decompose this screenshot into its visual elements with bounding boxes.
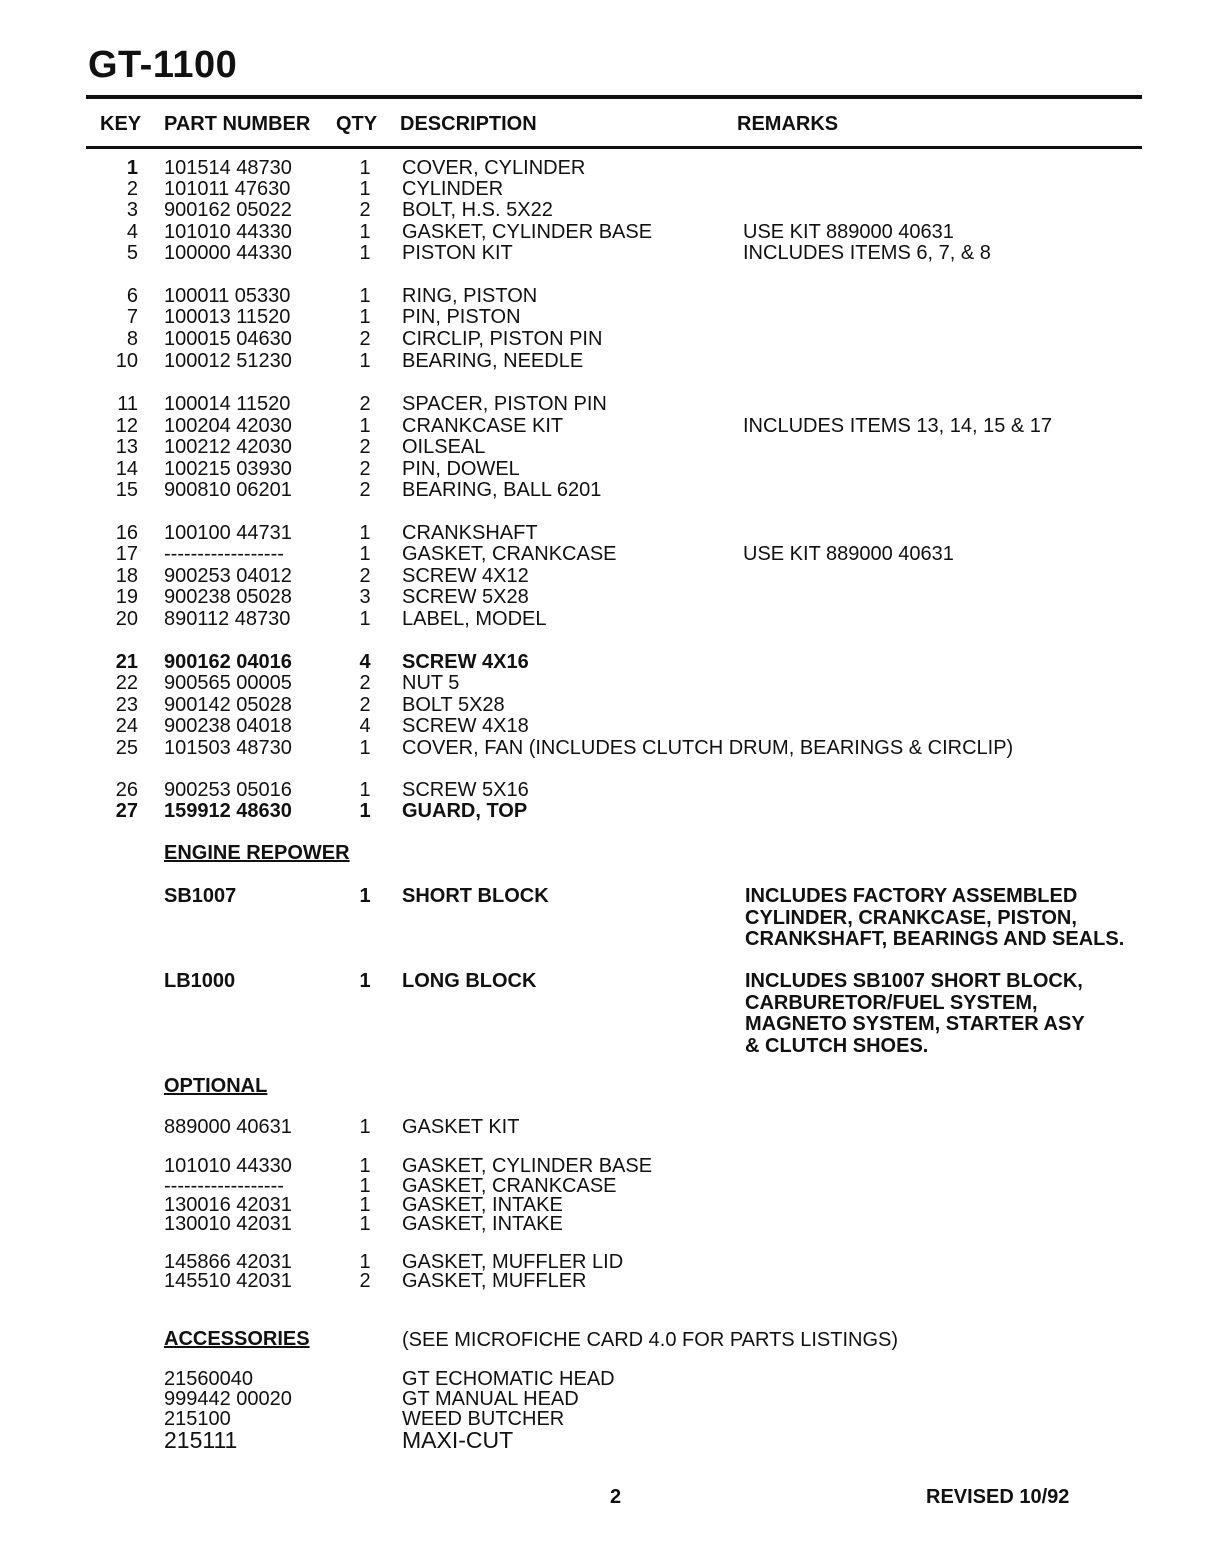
description: BEARING, NEEDLE bbox=[402, 350, 584, 372]
part-number: 900162 04016 bbox=[164, 651, 292, 673]
table-row bbox=[0, 715, 1221, 737]
description: GASKET, MUFFLER LID bbox=[402, 1251, 624, 1273]
qty: 4 bbox=[359, 715, 371, 737]
qty: 4 bbox=[359, 651, 371, 673]
description: WEED BUTCHER bbox=[402, 1408, 565, 1430]
part-number: 890112 48730 bbox=[164, 608, 291, 630]
part-number: 900810 06201 bbox=[164, 479, 292, 501]
part-number: ------------------ bbox=[164, 1175, 284, 1197]
qty: 1 bbox=[359, 800, 371, 822]
list-item bbox=[0, 1213, 1221, 1235]
table-row bbox=[0, 608, 1221, 630]
key-cell: 25 bbox=[115, 737, 138, 759]
part-number: 100012 51230 bbox=[164, 350, 292, 372]
qty: 1 bbox=[359, 1155, 371, 1177]
description: OILSEAL bbox=[402, 436, 486, 458]
key-cell: 18 bbox=[115, 565, 138, 587]
qty: 2 bbox=[359, 393, 371, 415]
part-number: 215111 bbox=[164, 1427, 238, 1453]
remark-line: CRANKSHAFT, BEARINGS AND SEALS. bbox=[745, 928, 1125, 950]
qty: 1 bbox=[359, 779, 371, 801]
table-row bbox=[0, 199, 1221, 221]
description: SPACER, PISTON PIN bbox=[402, 393, 607, 415]
part-number: 101010 44330 bbox=[164, 1155, 292, 1177]
part-number: 100212 42030 bbox=[164, 436, 292, 458]
part-number: 889000 40631 bbox=[164, 1116, 292, 1138]
engine-repower-heading: ENGINE REPOWER bbox=[164, 842, 350, 864]
part-number: 159912 48630 bbox=[164, 800, 292, 822]
description: CRANKSHAFT bbox=[402, 522, 538, 544]
key-cell: 6 bbox=[126, 285, 138, 307]
part-number: 900253 04012 bbox=[164, 565, 292, 587]
part-number: 101503 48730 bbox=[164, 737, 292, 759]
description: NUT 5 bbox=[402, 672, 460, 694]
description: LONG BLOCK bbox=[402, 970, 537, 992]
qty: 1 bbox=[359, 885, 371, 907]
part-number: 900162 05022 bbox=[164, 199, 292, 221]
key-cell: 24 bbox=[115, 715, 138, 737]
qty: 1 bbox=[359, 415, 371, 437]
key-cell: 17 bbox=[115, 543, 138, 565]
part-number: 999442 00020 bbox=[164, 1388, 292, 1410]
sb1007-remarks bbox=[745, 886, 1124, 951]
page-number: 2 bbox=[610, 1486, 622, 1508]
qty: 1 bbox=[359, 1251, 371, 1273]
qty: 2 bbox=[359, 328, 371, 350]
description: COVER, CYLINDER bbox=[402, 157, 586, 179]
key-cell: 5 bbox=[126, 242, 138, 264]
qty: 1 bbox=[359, 543, 371, 565]
part-number: 215100 bbox=[164, 1408, 231, 1430]
description: GASKET, CYLINDER BASE bbox=[402, 1155, 653, 1177]
page-title: GT-1100 bbox=[88, 44, 238, 86]
header-qty: QTY bbox=[336, 113, 378, 135]
qty: 1 bbox=[359, 306, 371, 328]
part-number: 100014 11520 bbox=[164, 393, 291, 415]
description: CIRCLIP, PISTON PIN bbox=[402, 328, 603, 350]
table-row bbox=[0, 522, 1221, 544]
qty: 1 bbox=[359, 242, 371, 264]
part-number: 100204 42030 bbox=[164, 415, 292, 437]
remark-line: INCLUDES SB1007 SHORT BLOCK, bbox=[745, 970, 1083, 992]
qty: 2 bbox=[359, 436, 371, 458]
table-row bbox=[0, 672, 1221, 694]
description: SCREW 4X18 bbox=[402, 715, 529, 737]
part-number: 900565 00005 bbox=[164, 672, 292, 694]
key-cell: 8 bbox=[126, 328, 138, 350]
table-row bbox=[0, 306, 1221, 328]
part-number: 100015 04630 bbox=[164, 328, 292, 350]
accessories-heading: ACCESSORIES bbox=[164, 1328, 310, 1350]
part-number: 100000 44330 bbox=[164, 242, 292, 264]
table-row bbox=[0, 178, 1221, 200]
qty: 1 bbox=[359, 178, 371, 200]
key-cell: 26 bbox=[115, 779, 138, 801]
key-cell: 15 bbox=[115, 479, 138, 501]
description: SCREW 5X16 bbox=[402, 779, 529, 801]
qty: 3 bbox=[359, 586, 371, 608]
part-number: LB1000 bbox=[164, 970, 236, 992]
description: GUARD, TOP bbox=[402, 800, 528, 822]
key-cell: 20 bbox=[115, 608, 138, 630]
table-row bbox=[0, 350, 1221, 372]
part-number: 130016 42031 bbox=[164, 1194, 292, 1216]
table-row bbox=[0, 565, 1221, 587]
description: LABEL, MODEL bbox=[402, 608, 547, 630]
remark-line: CYLINDER, CRANKCASE, PISTON, bbox=[745, 906, 1077, 929]
header-description: DESCRIPTION bbox=[400, 113, 537, 135]
qty: 2 bbox=[359, 565, 371, 587]
table-row bbox=[0, 415, 1221, 437]
header-part-number: PART NUMBER bbox=[164, 113, 311, 135]
key-cell: 19 bbox=[115, 586, 138, 608]
key-cell: 12 bbox=[115, 415, 138, 437]
part-number: 145866 42031 bbox=[164, 1251, 292, 1273]
part-number: SB1007 bbox=[164, 885, 237, 907]
table-row bbox=[0, 586, 1221, 608]
description: GASKET, CRANKCASE bbox=[402, 543, 617, 565]
description: MAXI-CUT bbox=[402, 1427, 514, 1453]
table-row bbox=[0, 694, 1221, 716]
table-row bbox=[0, 651, 1221, 673]
part-number: 100013 11520 bbox=[164, 306, 291, 328]
lb1000-remarks bbox=[745, 971, 1085, 1057]
list-item bbox=[0, 1429, 1221, 1451]
part-number: 130010 42031 bbox=[164, 1213, 292, 1235]
part-number: 100011 05330 bbox=[164, 285, 291, 307]
list-item bbox=[0, 1270, 1221, 1292]
description: SCREW 4X16 bbox=[402, 651, 529, 673]
remarks: USE KIT 889000 40631 bbox=[743, 543, 954, 565]
table-row bbox=[0, 737, 1221, 759]
part-number: 145510 42031 bbox=[164, 1270, 292, 1292]
qty: 2 bbox=[359, 694, 371, 716]
description: GT MANUAL HEAD bbox=[402, 1388, 579, 1410]
header-rule bbox=[86, 146, 1142, 149]
qty: 1 bbox=[359, 737, 371, 759]
part-number: 900142 05028 bbox=[164, 694, 292, 716]
key-cell: 16 bbox=[115, 522, 138, 544]
remarks: INCLUDES ITEMS 13, 14, 15 & 17 bbox=[743, 415, 1053, 437]
list-item bbox=[0, 1388, 1221, 1410]
description: PISTON KIT bbox=[402, 242, 513, 264]
qty: 1 bbox=[359, 1213, 371, 1235]
revised-date: REVISED 10/92 bbox=[926, 1486, 1070, 1508]
description: GASKET, CYLINDER BASE bbox=[402, 221, 653, 243]
remarks: INCLUDES ITEMS 6, 7, & 8 bbox=[743, 242, 991, 264]
qty: 1 bbox=[359, 221, 371, 243]
qty: 2 bbox=[359, 1270, 371, 1292]
qty: 1 bbox=[359, 970, 371, 992]
key-cell: 7 bbox=[126, 306, 138, 328]
part-number: 21560040 bbox=[164, 1368, 253, 1390]
table-row bbox=[0, 242, 1221, 264]
accessories-note: (SEE MICROFICHE CARD 4.0 FOR PARTS LISTINGS) bbox=[402, 1329, 898, 1351]
table-row bbox=[0, 157, 1221, 179]
description: SCREW 5X28 bbox=[402, 586, 529, 608]
table-row bbox=[0, 221, 1221, 243]
description: BOLT, H.S. 5X22 bbox=[402, 199, 553, 221]
qty: 1 bbox=[359, 350, 371, 372]
qty: 2 bbox=[359, 199, 371, 221]
top-rule bbox=[86, 95, 1142, 99]
remark-line: MAGNETO SYSTEM, STARTER ASY bbox=[745, 1013, 1085, 1035]
qty: 1 bbox=[359, 522, 371, 544]
table-row bbox=[0, 436, 1221, 458]
qty: 1 bbox=[359, 1116, 371, 1138]
key-cell: 11 bbox=[117, 393, 138, 415]
part-number: 100100 44731 bbox=[164, 522, 292, 544]
part-number: 101011 47630 bbox=[164, 178, 291, 200]
table-row bbox=[0, 328, 1221, 350]
qty: 1 bbox=[359, 157, 371, 179]
description: SHORT BLOCK bbox=[402, 885, 549, 907]
description: BOLT 5X28 bbox=[402, 694, 505, 716]
description: SCREW 4X12 bbox=[402, 565, 529, 587]
qty: 2 bbox=[359, 458, 371, 480]
description: CRANKCASE KIT bbox=[402, 415, 564, 437]
key-cell: 10 bbox=[115, 350, 138, 372]
description: GASKET, INTAKE bbox=[402, 1213, 563, 1235]
table-row bbox=[0, 458, 1221, 480]
description: BEARING, BALL 6201 bbox=[402, 479, 602, 501]
table-row bbox=[0, 479, 1221, 501]
part-number: 900253 05016 bbox=[164, 779, 292, 801]
part-number: 100215 03930 bbox=[164, 458, 292, 480]
description: RING, PISTON bbox=[402, 285, 538, 307]
key-cell: 14 bbox=[115, 458, 138, 480]
remark-line: CARBURETOR/FUEL SYSTEM, bbox=[745, 991, 1038, 1014]
part-number: 900238 04018 bbox=[164, 715, 292, 737]
description: GASKET, INTAKE bbox=[402, 1194, 563, 1216]
description: CYLINDER bbox=[402, 178, 504, 200]
description: GASKET, CRANKCASE bbox=[402, 1175, 617, 1197]
qty: 2 bbox=[359, 672, 371, 694]
key-cell: 27 bbox=[115, 800, 138, 822]
part-number: 900238 05028 bbox=[164, 586, 292, 608]
key-cell: 13 bbox=[115, 436, 138, 458]
description: GT ECHOMATIC HEAD bbox=[402, 1368, 615, 1390]
table-row bbox=[0, 285, 1221, 307]
key-cell: 1 bbox=[126, 157, 138, 179]
description: PIN, PISTON bbox=[402, 306, 521, 328]
table-row bbox=[0, 800, 1221, 822]
key-cell: 3 bbox=[126, 199, 138, 221]
table-row bbox=[0, 543, 1221, 565]
key-cell: 2 bbox=[126, 178, 138, 200]
qty: 1 bbox=[359, 1175, 371, 1197]
table-row bbox=[0, 393, 1221, 415]
description: GASKET KIT bbox=[402, 1116, 520, 1138]
header-remarks: REMARKS bbox=[737, 113, 839, 135]
remark-line: & CLUTCH SHOES. bbox=[745, 1034, 929, 1057]
key-cell: 23 bbox=[115, 694, 138, 716]
remark-line: INCLUDES FACTORY ASSEMBLED bbox=[745, 885, 1078, 907]
header-key: KEY bbox=[100, 113, 142, 135]
part-number: 101010 44330 bbox=[164, 221, 292, 243]
description: COVER, FAN (INCLUDES CLUTCH DRUM, BEARINGS & CIRCLIP) bbox=[402, 737, 1014, 759]
qty: 1 bbox=[359, 285, 371, 307]
list-item bbox=[0, 1116, 1221, 1138]
part-number: 101514 48730 bbox=[164, 157, 292, 179]
description: PIN, DOWEL bbox=[402, 458, 520, 480]
table-row bbox=[0, 779, 1221, 801]
part-number: ------------------ bbox=[164, 543, 284, 565]
list-item bbox=[0, 1155, 1221, 1177]
key-cell: 22 bbox=[115, 672, 138, 694]
description: GASKET, MUFFLER bbox=[402, 1270, 587, 1292]
qty: 1 bbox=[359, 608, 371, 630]
qty: 2 bbox=[359, 479, 371, 501]
list-item bbox=[0, 1368, 1221, 1390]
key-cell: 21 bbox=[115, 651, 138, 673]
qty: 1 bbox=[359, 1194, 371, 1216]
accessories-note-row bbox=[0, 1329, 1221, 1351]
optional-heading: OPTIONAL bbox=[164, 1075, 268, 1097]
remarks: USE KIT 889000 40631 bbox=[743, 221, 954, 243]
key-cell: 4 bbox=[126, 221, 138, 243]
